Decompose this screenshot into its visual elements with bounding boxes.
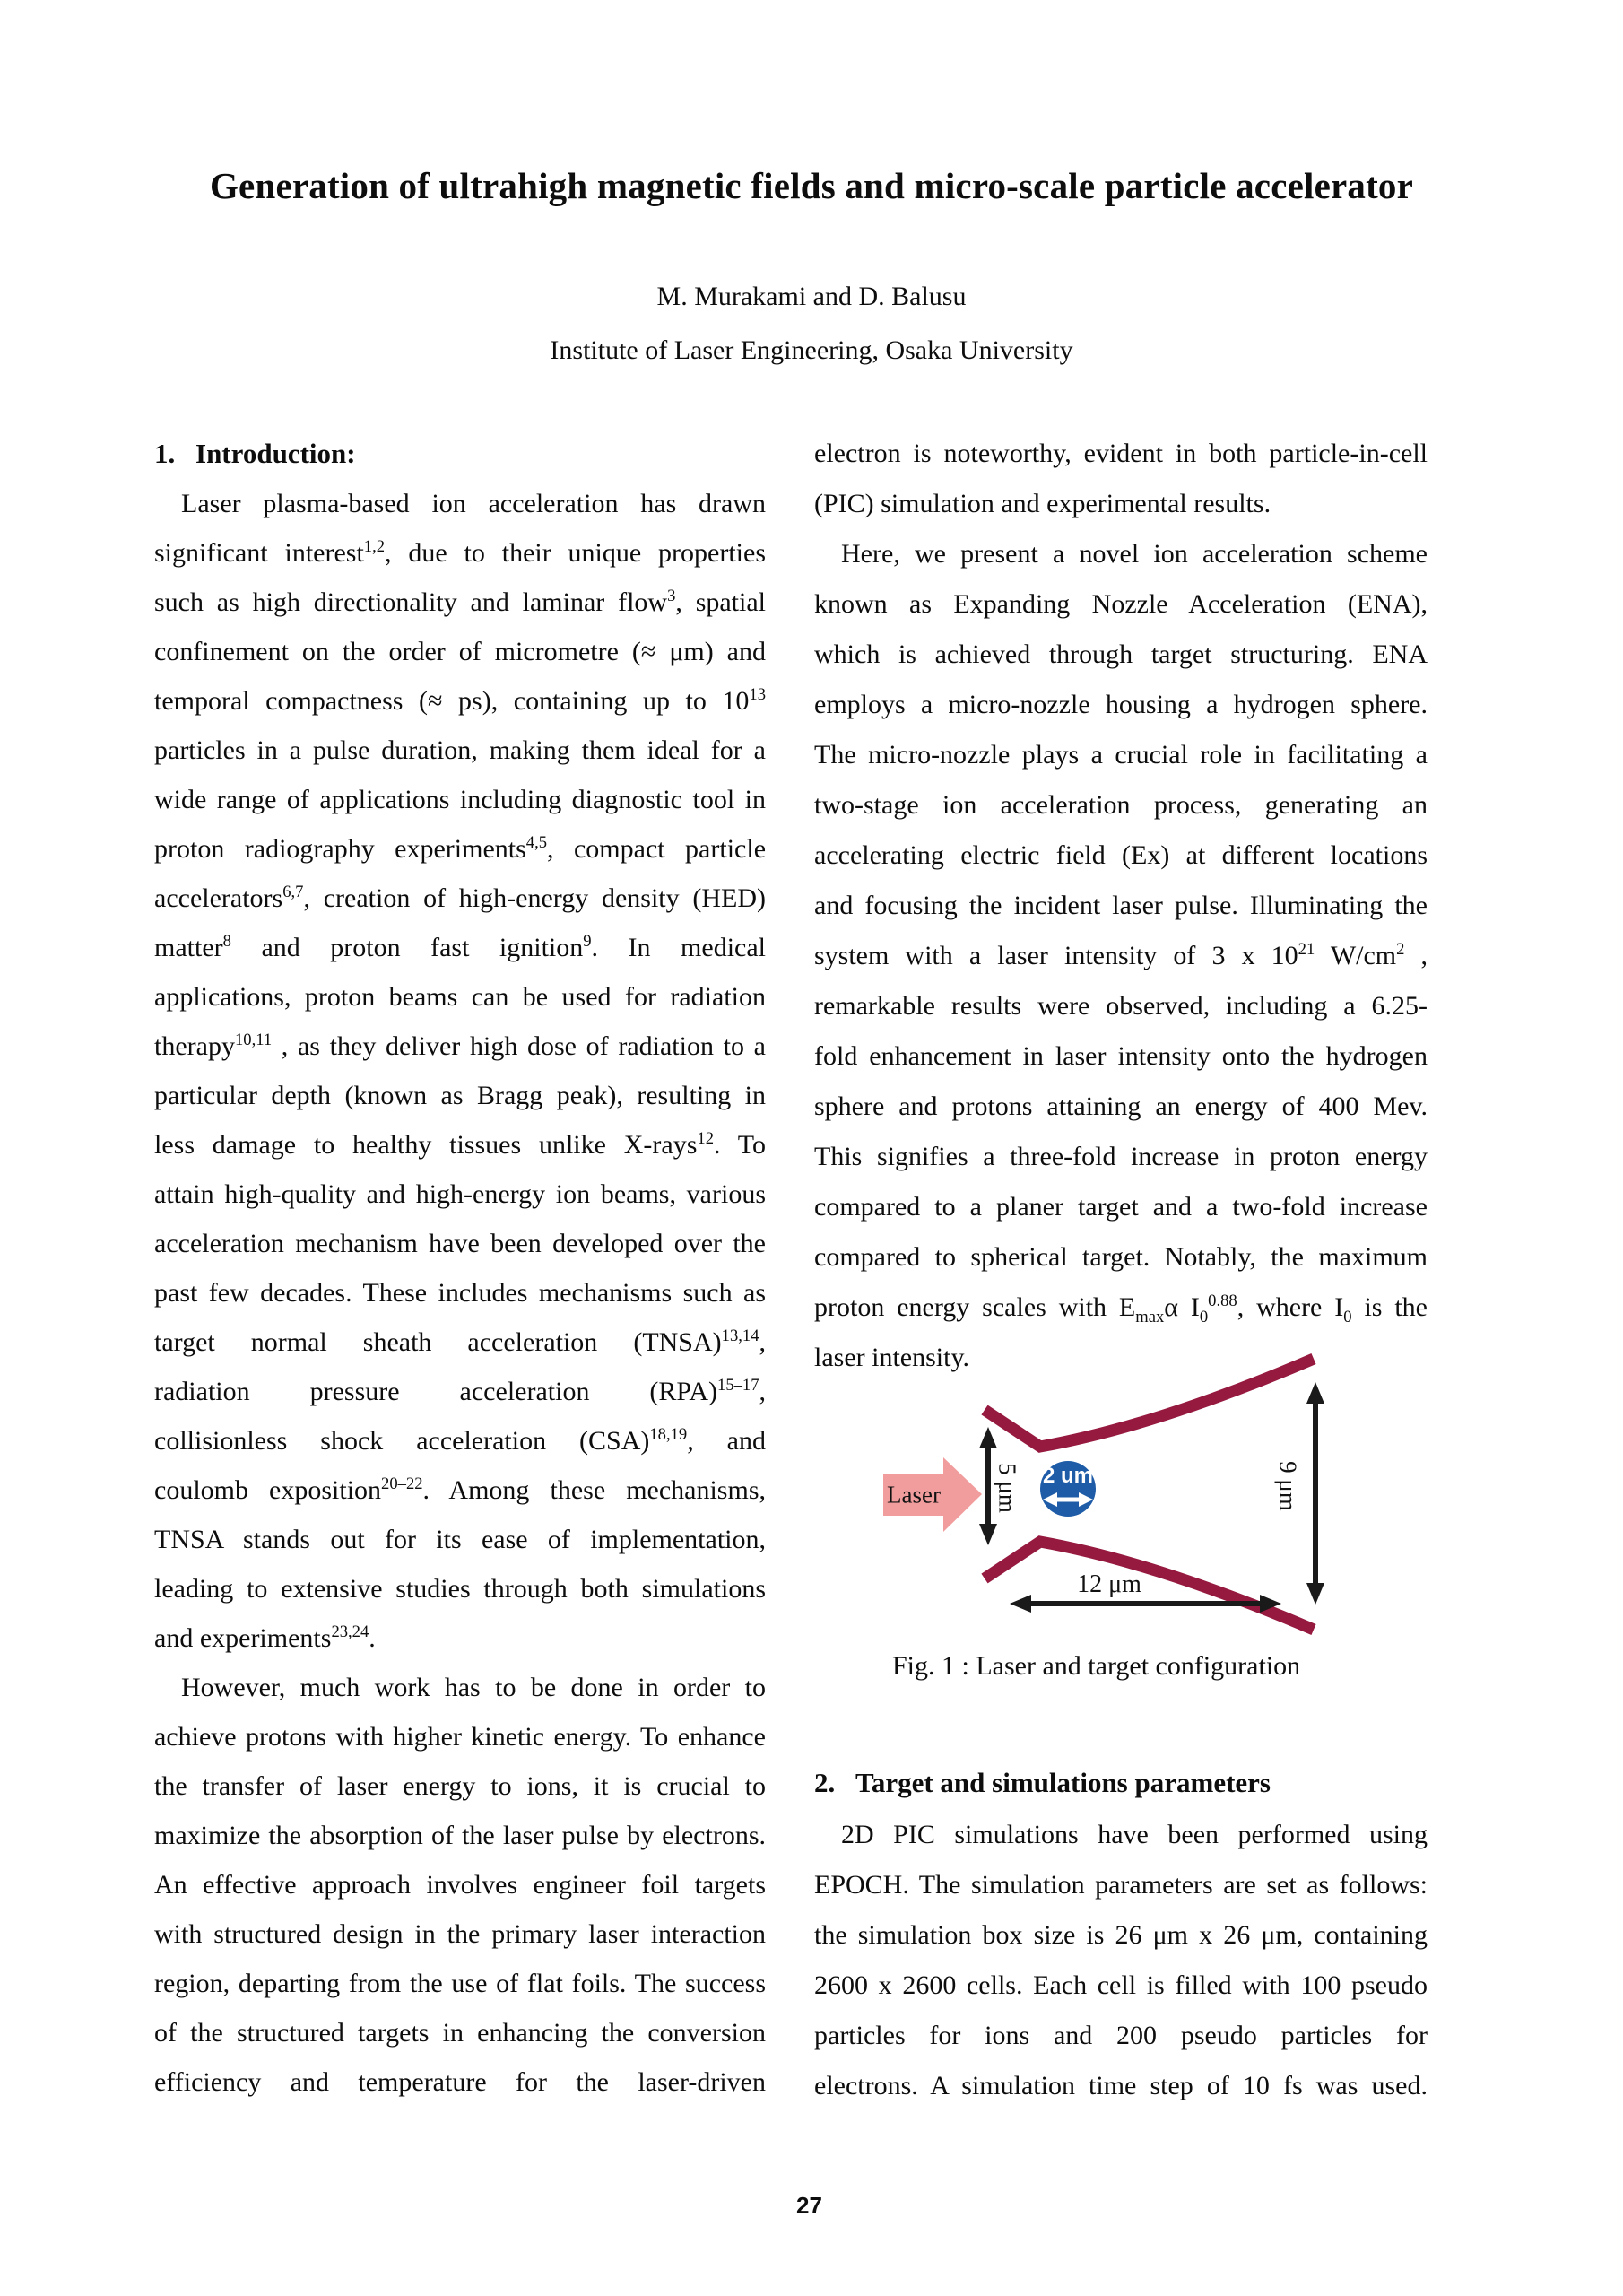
right-column-text-upper bbox=[814, 429, 1428, 1383]
text-line: TNSA stands out for its ease of implementation, bbox=[154, 1525, 766, 1554]
sphere-diameter-label: 2 um bbox=[1042, 1464, 1094, 1488]
text-line: target normal sheath acceleration (TNSA)$^{13,14}$, bbox=[154, 1326, 766, 1357]
text-line: and focusing the incident laser pulse. Illuminating the bbox=[814, 891, 1428, 920]
text-line: accelerating electric field (Ex) at different locations bbox=[814, 840, 1428, 870]
right-column-text-lower bbox=[814, 1810, 1428, 2111]
text-line: matter$^8$ and proton fast ignition$^9$. In medical bbox=[154, 932, 766, 962]
text-line: particles for ions and 200 pseudo particles for bbox=[814, 2021, 1428, 2050]
nozzle-top-wall bbox=[985, 1359, 1314, 1447]
text-line: electrons. A simulation time step of 10 fs was used. bbox=[814, 2071, 1428, 2100]
laser-label: Laser bbox=[887, 1481, 941, 1509]
text-line: significant interest$^{1,2}$, due to their unique properties bbox=[154, 537, 767, 568]
text-line: efficiency and temperature for the laser-driven bbox=[154, 2067, 766, 2097]
authors-line: M. Murakami and D. Balusu bbox=[656, 282, 967, 311]
text-line: attain high-quality and high-energy ion beams, various bbox=[154, 1179, 766, 1209]
text-line: leading to extensive studies through both simulations bbox=[154, 1574, 766, 1604]
dim-arrow-9um bbox=[1306, 1382, 1324, 1605]
exit-height-label: 9 μm bbox=[1274, 1461, 1302, 1511]
text-line: system with a laser intensity of 3 x $10^{21}$ $W/cm^2$ , bbox=[814, 940, 1428, 970]
text-line: with structured design in the primary laser interaction bbox=[154, 1919, 766, 1949]
text-line: compared to spherical target. Notably, the maximum bbox=[814, 1242, 1428, 1272]
text-line: electron is noteworthy, evident in both particle-in-cell bbox=[814, 439, 1428, 468]
text-line: temporal compactness (≈ ps), containing up to $10^{13}$ bbox=[154, 685, 766, 716]
text-line: compared to a planer target and a two-fold increase bbox=[814, 1192, 1428, 1222]
text-line: fold enhancement in laser intensity onto the hydrogen bbox=[814, 1041, 1428, 1071]
text-line: of the structured targets in enhancing the conversion bbox=[154, 2018, 766, 2048]
left-column bbox=[154, 429, 766, 2107]
section-2-title: Target and simulations parameters bbox=[855, 1767, 1271, 1798]
text-line: such as high directionality and laminar flow$^3$, spatial bbox=[154, 587, 766, 617]
text-line: Laser plasma-based ion acceleration has drawn bbox=[181, 489, 766, 518]
text-line: less damage to healthy tissues unlike X-rays$^{12}$. To bbox=[154, 1129, 766, 1160]
figure-1 bbox=[861, 1341, 1368, 1657]
text-line: achieve protons with higher kinetic energy. To enhance bbox=[154, 1722, 766, 1752]
text-line: and experiments$^{23,24}$. bbox=[154, 1622, 376, 1653]
text-line: acceleration mechanism have been developed over the bbox=[154, 1229, 766, 1258]
text-line: region, departing from the use of flat foils. The success bbox=[154, 1969, 766, 1998]
text-line: EPOCH. The simulation parameters are set as follows: bbox=[814, 1870, 1428, 1900]
section-2-heading bbox=[814, 1758, 1428, 1808]
section-1-title: Introduction: bbox=[195, 438, 356, 469]
text-line: the transfer of laser energy to ions, it is crucial to bbox=[154, 1771, 766, 1801]
text-line: laser intensity. bbox=[814, 1343, 970, 1372]
page-title: Generation of ultrahigh magnetic fields and micro-scale particle accelerator bbox=[209, 165, 1414, 206]
text-line: coulomb exposition$^{20-22}$. Among these mechanisms, bbox=[154, 1474, 766, 1505]
text-line: particles in a pulse duration, making them ideal for a bbox=[154, 735, 766, 765]
section-1-number: 1. bbox=[154, 438, 176, 469]
text-line: sphere and protons attaining an energy of 400 Mev. bbox=[814, 1091, 1428, 1121]
text-line: applications, proton beams can be used for radiation bbox=[154, 982, 766, 1012]
nozzle-length-label: 12 μm bbox=[1077, 1570, 1141, 1598]
text-line: particular depth (known as Bragg peak), resulting in bbox=[154, 1081, 766, 1110]
text-line: the simulation box size is 26 μm x 26 μm, containing bbox=[814, 1920, 1428, 1950]
nozzle-bottom-wall bbox=[985, 1542, 1314, 1630]
text-line: However, much work has to be done in order to bbox=[181, 1673, 766, 1702]
text-line: proton radiography experiments$^{4,5}$, compact particle bbox=[154, 833, 767, 864]
section-1-heading bbox=[154, 429, 766, 479]
text-line: past few decades. These includes mechanisms such as bbox=[154, 1278, 766, 1308]
text-line: confinement on the order of micrometre (≈ μm) and bbox=[154, 637, 766, 666]
text-line: (PIC) simulation and experimental results. bbox=[814, 489, 1271, 518]
text-line: therapy$^{10,11}$ , as they deliver high dose of radiation to a bbox=[154, 1031, 766, 1061]
right-column bbox=[814, 429, 1428, 2124]
left-column-text bbox=[154, 479, 766, 2107]
text-line: wide range of applications including diagnostic tool in bbox=[154, 785, 766, 814]
section-2-number: 2. bbox=[814, 1767, 836, 1798]
text-line: employs a micro-nozzle housing a hydrogen sphere. bbox=[814, 690, 1428, 719]
text-line: accelerators$^{6,7}$, creation of high-energy density (HED) bbox=[154, 883, 766, 913]
text-line: two-stage ion acceleration process, generating an bbox=[814, 790, 1428, 820]
figure-caption: Fig. 1 : Laser and target configuration bbox=[892, 1651, 1301, 1681]
affiliation-line: Institute of Laser Engineering, Osaka University bbox=[550, 335, 1073, 365]
text-line: proton energy scales with $E_{max}\alpha$ $I_0^{0.88}$, where $I_0$ is the bbox=[814, 1292, 1428, 1326]
text-line: remarkable results were observed, including a 6.25- bbox=[814, 991, 1428, 1021]
text-line: which is achieved through target structuring. ENA bbox=[814, 639, 1428, 669]
page-number: 27 bbox=[796, 2192, 822, 2219]
text-line: This signifies a three-fold increase in proton energy bbox=[814, 1142, 1428, 1171]
text-line: 2600 x 2600 cells. Each cell is filled with 100 pseudo bbox=[814, 1970, 1428, 2000]
text-line: An effective approach involves engineer foil targets bbox=[154, 1870, 766, 1900]
text-line: known as Expanding Nozzle Acceleration (ENA), bbox=[814, 589, 1428, 619]
text-line: collisionless shock acceleration (CSA)$^{18,19}$, and bbox=[154, 1425, 766, 1456]
text-line: Here, we present a novel ion acceleration scheme bbox=[841, 539, 1428, 569]
entrance-width-label: 5 μm bbox=[994, 1463, 1021, 1513]
text-line: radiation pressure acceleration (RPA)$^{15-17}$, bbox=[154, 1376, 766, 1406]
text-line: The micro-nozzle plays a crucial role in facilitating a bbox=[814, 740, 1428, 770]
text-line: 2D PIC simulations have been performed using bbox=[841, 1820, 1428, 1849]
text-line: maximize the absorption of the laser pulse by electrons. bbox=[154, 1821, 766, 1850]
